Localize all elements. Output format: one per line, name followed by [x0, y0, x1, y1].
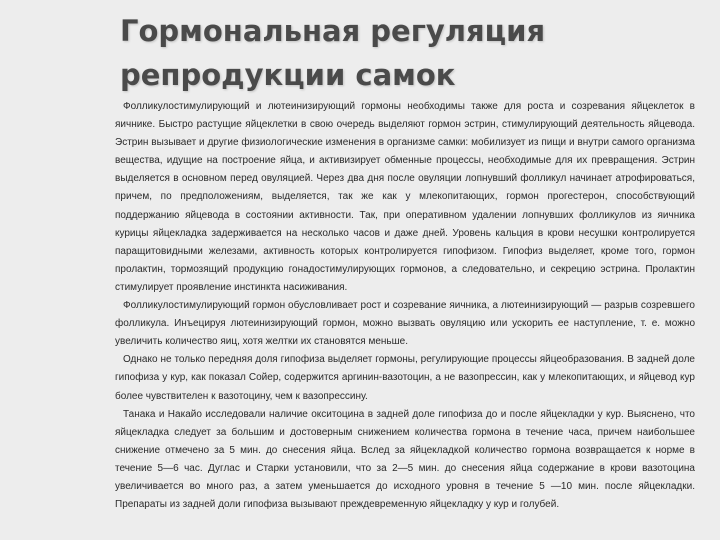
slide-title [120, 9, 680, 97]
paragraph-1: Фолликулостимулирующий и лютеинизирующий гормоны необходимы также для роста и созревания яйцеклеток в яичнике. Быстро растущие яйцеклетки в свою очередь выделяют гормон эстрин, стимулирующий деятельность яйцевода. Эстрин вызывает и другие физиологические изменения в организме самки: мобилизует из пищи и внутри самого организма вещества, идущие на построение яйца, и активизирует обменные процессы, необходимые для их превращения. Эстрин выделяется в основном перед овуляцией. Через два дня после овуляции лопнувший фолликул начинает атрофироваться, причем, по предположениям, выделяется, так же как у млекопитающих, гормон прогестерон, способствующий поддержанию яйцевода в состоянии активности. Так, при оперативном удалении лопнувших фолликулов из яичника курицы яйцекладка задерживается на несколько часов и даже дней. Уровень кальция в крови несушки контролируется паращитовидными железами, активность которых контролируется гипофизом. Гипофиз выделяет, кроме того, гормон пролактин, тормозящий продукцию гонадостимулирующих гормонов, а следовательно, и секрецию эстрина. Пролактин стимулирует проявление инстинкта насиживания. [115, 101, 695, 293]
slide-title-line-2: репродукции самок [120, 58, 456, 92]
slide-body-text [115, 98, 695, 514]
slide-title-line-1: Гормональная регуляция [120, 14, 546, 48]
paragraph-3: Однако не только передняя доля гипофиза выделяет гормоны, регулирующие процессы яйцеобразования. В задней доле гипофиза у кур, как показал Сойер, содержится аргинин-вазотоцин, а не вазопрессин, как у млекопитающих, и яйцевод кур более чувствителен к вазотоцину, чем к вазопрессину. [115, 354, 695, 402]
paragraph-2: Фолликулостимулирующий гормон обусловливает рост и созревание яичника, а лютеинизирующий — разрыв созревшего фолликула. Инъецируя лютеинизирующий гормон, можно вызвать овуляцию или ускорить ее наступление, т. е. можно увеличить количество яиц, хотя желтки их становятся меньше. [115, 300, 695, 348]
paragraph-4: Танака и Накайо исследовали наличие окситоцина в задней доле гипофиза до и после яйцекладки у кур. Выяснено, что яйцекладка следует за большим и достоверным снижением количества гормона в течение часа, причем наибольшее снижение отмечено за 5 мин. до снесения яйца. Вслед за яйцекладкой количество гормона возвращается к норме в течение 5—6 час. Дуглас и Старки установили, что за 2—5 мин. до снесения яйца содержание в крови вазотоцина увеличивается во много раз, а затем уменьшается до исходного уровня в течение 5 —10 мин. после яйцекладки. Препараты из задней доли гипофиза вызывают преждевременную яйцекладку у кур и голубей. [115, 408, 695, 511]
